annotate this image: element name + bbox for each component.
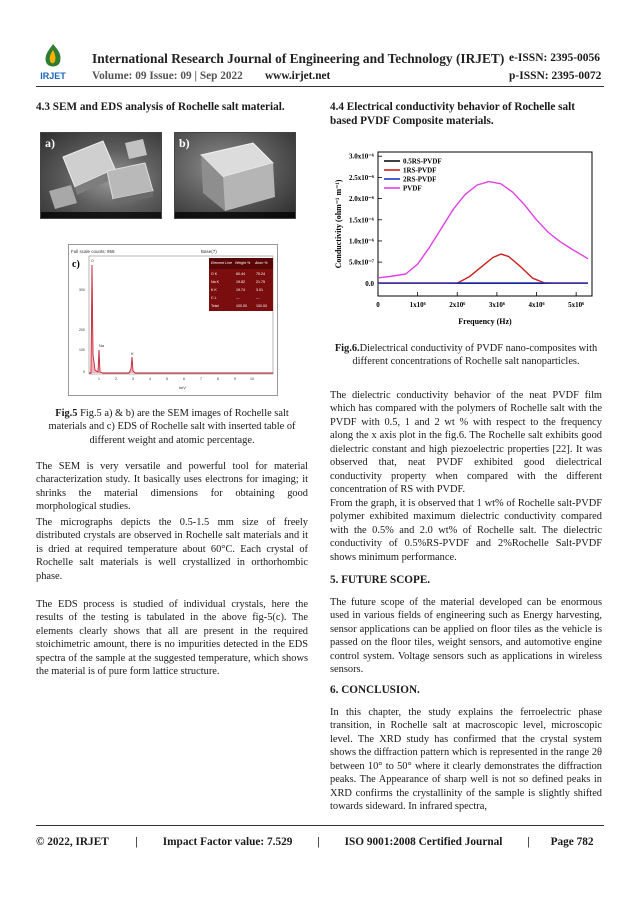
eds-cell: 21.75 [256, 280, 265, 284]
issn-electronic: e-ISSN: 2395-0056 [509, 52, 601, 64]
svg-text:3: 3 [132, 377, 134, 381]
footer-divider [36, 825, 604, 826]
fig5-caption: Fig.5 Fig.5 a) & b) are the SEM images of Rochelle salt materials and c) EDS of Rochelle salt with inserted table of different weight and atomic percentage. [48, 408, 296, 446]
sem-image-a [40, 132, 162, 219]
fig6-caption-text: Dielectrical conductivity of PVDF nano-composites with different concentrations of Rochelle salt nanoparticles. [352, 343, 598, 368]
eds-cell: --- [236, 296, 240, 300]
chart-x-tick-label: 0 [376, 301, 380, 309]
footer [36, 836, 594, 848]
svg-text:8: 8 [217, 377, 219, 381]
sem-b-label: b) [179, 136, 190, 150]
eds-peak-na: Na [99, 343, 105, 348]
sem-b-scalebar [175, 212, 295, 218]
svg-text:6: 6 [183, 377, 185, 381]
svg-text:9: 9 [234, 377, 236, 381]
section-6-heading: 6. CONCLUSION. [330, 684, 420, 696]
eds-cell: Na K [211, 280, 219, 284]
chart-legend-label: 1RS-PVDF [403, 166, 437, 175]
eds-xlabel: keV [179, 385, 186, 390]
chart-y-tick-label: 5.0x10⁻⁷ [348, 258, 374, 267]
chart-x-tick-label: 5x10⁶ [568, 301, 585, 309]
right-paragraph-1: The dielectric conductivity behavior of the neat PVDF film which has compared with the polymers of Rochelle salt with the PVDF with 0.5, 1 and 2 wt % with respect to the frequency along the x axis plot in the fig.6. The Rochelle salt exhibits good dielectric constant and high piezoelectric properties [22]. It was observed that, neat PVDF exhibited good dielectrical conductivity property when compared with the different concentration of RS with PVDF. [330, 390, 602, 496]
eds-cell: --- [256, 296, 260, 300]
left-paragraph-2: The micrographs depicts the 0.5-1.5 mm size of freely distributed crystals are observed in Rochelle salt materials and it is dried at required temperature about 60°C. Each crystal of Rochelle salt materials is well crystallized in orthorhombic phase. [36, 517, 308, 582]
journal-website[interactable]: www.irjet.net [265, 70, 331, 82]
right-paragraph-4: In this chapter, the study explains the ferroelectric phase transition, in Rochelle salt at macroscopic level, microscopic level. The XRD study has confirmed that the crystal system shows the diffraction pattern which is represented in the range 2θ between 10° to 50° where it clearly demonstrates the diffraction peaks. The Appearance of sharp well is not so defined peaks in XRD confirms the crystallinity of the sample is slightly shifted towards sideward. In infrared spectra, [330, 707, 602, 813]
fig6-chart [330, 144, 602, 334]
svg-text:1: 1 [98, 377, 100, 381]
eds-table-header-atom: Atom % [255, 261, 268, 265]
eds-header-left: Full scale counts: 958 [71, 249, 115, 254]
svg-text:2: 2 [115, 377, 117, 381]
right-paragraph-2: From the graph, it is observed that 1 wt% of Rochelle salt-PVDF polymer exhibited maximum dielectric conductivity compared with the 0.5% and 2.0 wt% of Rochelle salt. The dielectric conductivity of 0.5%RS-PVDF and 2%Rochelle Salt-PVDF shows minimum performance. [330, 498, 602, 563]
footer-iso: ISO 9001:2008 Certified Journal [344, 836, 503, 848]
svg-text:4: 4 [149, 377, 151, 381]
chart-x-tick-label: 4x10⁶ [528, 301, 545, 309]
svg-text:300: 300 [79, 288, 85, 292]
sem-a-scalebar [41, 212, 161, 218]
eds-cell: 19.74 [236, 288, 245, 292]
eds-cell: 19.82 [236, 280, 245, 284]
eds-cell: C L [211, 296, 217, 300]
eds-cell: 100.00 [256, 304, 267, 308]
eds-cell: 75.24 [256, 272, 265, 276]
svg-text:10: 10 [250, 377, 254, 381]
eds-cell: O K [211, 272, 218, 276]
chart-series-pvdf [378, 182, 588, 278]
section-4-3-heading: 4.3 SEM and EDS analysis of Rochelle salt material. [36, 101, 285, 113]
right-paragraph-3: The future scope of the material developed can be enormous used in various fields of engineering such as Energy harvesting, sensor applications can be applied on floor tiles as the vehicle is passed on the floor tiles, weight sensors, and automotive engine control system. Voltage sensors such as applications in wireless sensors. [330, 597, 602, 676]
eds-cell: K K [211, 288, 217, 292]
section-5-heading: 5. FUTURE SCOPE. [330, 574, 431, 586]
svg-text:7: 7 [200, 377, 202, 381]
footer-sep: | [317, 836, 320, 848]
chart-y-tick-label: 2.5x10⁻⁶ [348, 173, 374, 182]
chart-y-tick-label: 2.0x10⁻⁶ [348, 195, 374, 204]
left-paragraph-3: The EDS process is studied of individual crystals, here the results of the testing is tabulated in the above fig-5(c). The elements clearly shows that all are present in the required stoichimetric amount, there is no impurities detected in the EDS spectra of the sample at the suggested temperature, which shows the material is of pure form lattice structure. [36, 599, 308, 678]
conductivity-chart [330, 144, 602, 334]
eds-cell: 60.44 [236, 272, 245, 276]
footer-copyright: © 2022, IRJET [36, 836, 109, 848]
volume-issue: Volume: 09 Issue: 09 | Sep 2022 [92, 70, 243, 82]
svg-text:0: 0 [83, 370, 85, 374]
footer-impact: Impact Factor value: 7.529 [162, 836, 293, 848]
eds-peak-k: K [131, 351, 134, 356]
fig5-caption-text: Fig.5 a) & b) are the SEM images of Rochelle salt materials and c) EDS of Rochelle salt with inserted table of different weight and atomic percentage. [48, 408, 296, 446]
chart-series-1rs-pvdf [378, 254, 588, 283]
eds-cell: 100.00 [236, 304, 247, 308]
section-4-4-heading: 4.4 Electrical conductivity behavior of Rochelle salt based PVDF Composite materials. [330, 101, 575, 127]
eds-cell: Total [211, 304, 219, 308]
left-paragraph-1: The SEM is very versatile and powerful tool for material characterization study. It basically uses electrons for imaging; it shrinks the material dimensions for obtaining good morphological studies. [36, 461, 308, 513]
fig6-caption [330, 342, 602, 369]
eds-table-header-element: Element Line [211, 261, 232, 265]
chart-y-tick-label: 0.0 [365, 279, 374, 288]
header-divider [36, 86, 604, 87]
issn-print: p-ISSN: 2395-0072 [509, 70, 602, 82]
chart-y-tick-label: 1.0x10⁻⁶ [348, 237, 374, 246]
footer-sep: | [527, 836, 530, 848]
sem-a-label: a) [45, 136, 55, 150]
eds-spectrum [68, 244, 278, 396]
eds-header-right: Base(7) [201, 249, 217, 254]
footer-sep: | [135, 836, 138, 848]
footer-page: Page 782 [550, 836, 594, 848]
svg-text:100: 100 [79, 348, 85, 352]
svg-text:O: O [91, 259, 94, 263]
chart-x-tick-label: 2x10⁶ [449, 301, 466, 309]
eds-label: c) [72, 259, 80, 270]
eds-table-header-weight: Weight % [235, 261, 251, 265]
chart-x-tick-label: 1x10⁶ [409, 301, 426, 309]
chart-y-tick-label: 3.0x10⁻⁶ [348, 152, 374, 161]
chart-legend-label: 2RS-PVDF [403, 175, 437, 184]
chart-y-axis-label: Conductivity (ohm⁻¹ m⁻¹) [334, 179, 343, 269]
eds-cell: 3.01 [256, 288, 263, 292]
svg-text:5: 5 [166, 377, 168, 381]
logo-text: IRJET [40, 71, 66, 81]
chart-x-axis-label: Frequency (Hz) [458, 317, 512, 326]
svg-text:200: 200 [79, 328, 85, 332]
chart-legend-label: 0.5RS-PVDF [403, 157, 442, 166]
chart-y-tick-label: 1.5x10⁻⁶ [348, 216, 374, 225]
chart-x-tick-label: 3x10⁶ [488, 301, 505, 309]
irjet-logo [36, 42, 70, 82]
fig6-caption-label: Fig.6. [334, 343, 360, 354]
chart-legend-label: PVDF [403, 184, 422, 193]
sem-image-b [174, 132, 296, 219]
journal-title: International Research Journal of Engineering and Technology (IRJET) [92, 51, 505, 66]
